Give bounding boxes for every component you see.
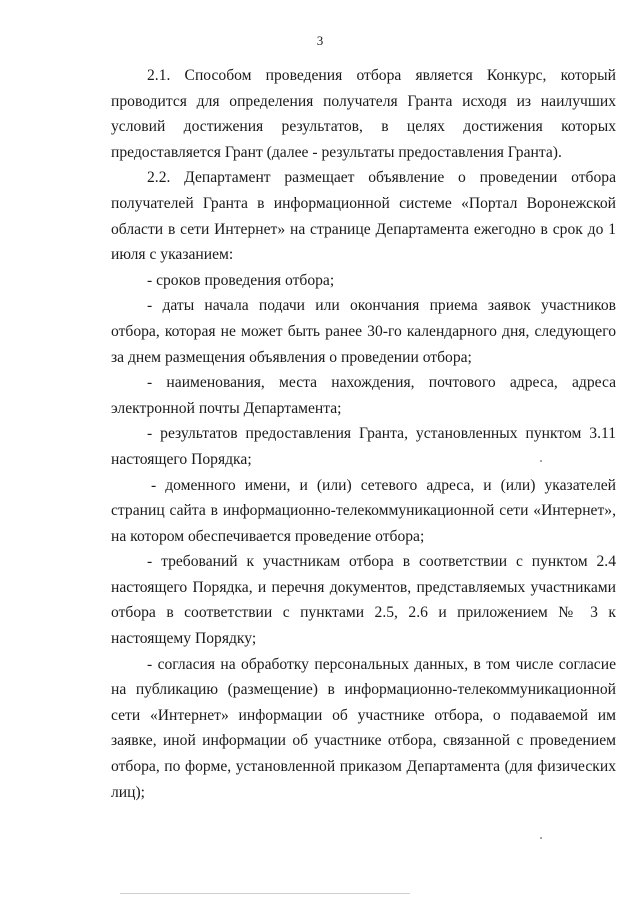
- document-body: [111, 63, 616, 805]
- paragraph-2-2: 2.2. Департамент размещает объявление о проведении отбора получателей Гранта в информационной системе «Портал Воронежской области в сети Интернет» на странице Департамента ежегодно в срок до 1 июля с указанием:: [111, 169, 616, 264]
- list-item-grant-results: - результатов предоставления Гранта, установленных пунктом 3.11 настоящего Порядка;: [111, 425, 616, 468]
- list-item-participant-requirements: - требований к участникам отбора в соответствии с пунктом 2.4 настоящего Порядка, и перечня документов, представляемых участниками отбора в соответствии с пунктами 2.5, 2.6 и приложением № 3 к настоящему Порядку;: [111, 553, 616, 648]
- list-item-selection-dates: - сроков проведения отбора;: [147, 271, 335, 289]
- scan-edge-line: [120, 893, 410, 894]
- page-number: 3: [316, 33, 324, 48]
- paragraph-2-1: 2.1. Способом проведения отбора является Конкурс, который проводится для определения получателя Гранта исходя из наилучших условий достижения результатов, в целях достижения которых предоставляется Грант (далее - результаты предоставления Гранта).: [111, 67, 616, 161]
- list-item-domain-name: - доменного имени, и (или) сетевого адреса, и (или) указателей страниц сайта в информационно-телекоммуникационной сети «Интернет», на котором обеспечивается проведение отбора;: [111, 476, 616, 545]
- list-item-application-dates: - даты начала подачи или окончания приема заявок участников отбора, которая не может быть ранее 30-го календарного дня, следующего за днем размещения объявления о проведении отбора;: [111, 297, 616, 366]
- scan-speck: [540, 837, 542, 839]
- list-item-department-contacts: - наименования, места нахождения, почтового адреса, адреса электронной почты Департамента;: [111, 374, 616, 417]
- list-item-personal-data-consent: - согласия на обработку персональных данных, в том числе согласие на публикацию (размещение) в информационно-телекоммуникационной сети «Интернет» информации об участнике отбора, о подаваемой им заявке, иной информации об участнике отбора, связанной с проведением отбора, по форме, установленной приказом Департамента (для физических лиц);: [111, 655, 616, 801]
- scan-speck: [540, 460, 542, 462]
